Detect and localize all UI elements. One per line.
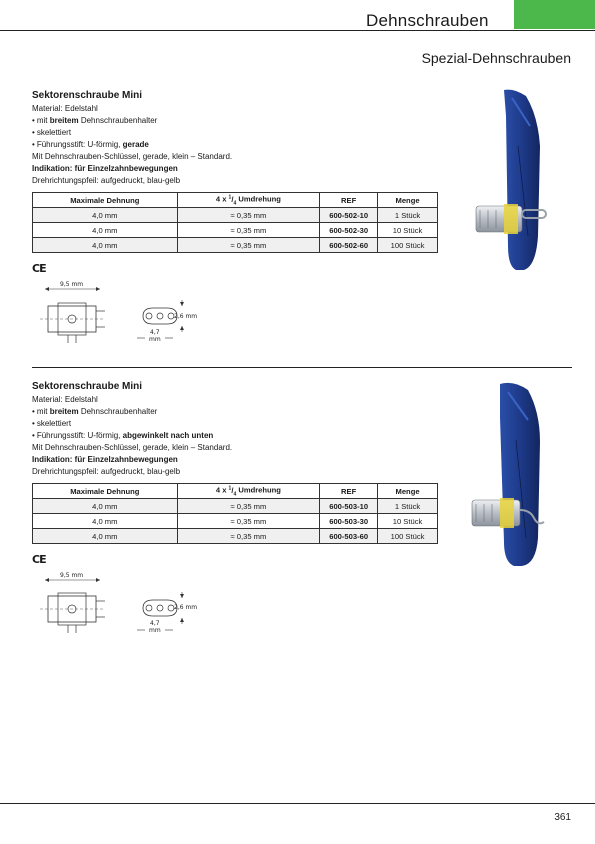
material-line: Material: Edelstahl (32, 104, 98, 113)
cell-dehnung: 4,0 mm (33, 514, 178, 529)
cell-menge: 1 Stück (378, 208, 438, 223)
cell-menge: 10 Stück (378, 514, 438, 529)
feature-holder: • mit breitem Dehnschraubenhalter (32, 406, 442, 418)
cell-menge: 100 Stück (378, 238, 438, 253)
chapter-title: Dehnschrauben (366, 11, 489, 30)
cell-dehnung: 4,0 mm (33, 223, 178, 238)
order-table (32, 192, 438, 253)
product-section-2 (32, 381, 442, 544)
cell-ref: 600-503-10 (320, 499, 378, 514)
cell-umdrehung: ≈ 0,35 mm (177, 238, 320, 253)
table-header-row (33, 484, 438, 499)
cell-dehnung: 4,0 mm (33, 238, 178, 253)
table-row (33, 208, 438, 223)
key-line: Mit Dehnschrauben-Schlüssel, gerade, klein – Standard. (32, 152, 233, 161)
col-header-dehnung: Maximale Dehnung (33, 484, 178, 499)
dim-height-label: 2,6 mm (174, 313, 198, 320)
feature-guide-pin: • Führungsstift: U-förmig, gerade (32, 139, 442, 151)
dim-depth-unit: mm (149, 336, 161, 343)
order-table (32, 483, 438, 544)
col-header-menge: Menge (378, 193, 438, 208)
arrow-line: Drehrichtungspfeil: aufgedruckt, blau-gelb (32, 467, 181, 476)
cell-umdrehung: ≈ 0,35 mm (177, 223, 320, 238)
table-row (33, 499, 438, 514)
dim-depth-label: 4,7 (150, 620, 160, 627)
dim-height-label: 2,6 mm (174, 604, 198, 611)
cell-menge: 10 Stück (378, 223, 438, 238)
col-header-ref: REF (320, 193, 378, 208)
product-title: Sektorenschraube Mini (32, 381, 143, 392)
screw-drawing-side-2 (135, 588, 198, 638)
cell-ref: 600-502-10 (320, 208, 378, 223)
cell-umdrehung: ≈ 0,35 mm (177, 514, 320, 529)
col-header-umdrehung: 4 x $^1/_4$ Umdrehung (177, 193, 320, 208)
page-number: 361 (554, 812, 571, 823)
dim-width-label: 9,5 mm (60, 572, 84, 579)
feature-guide-pin: • Führungsstift: U-förmig, abgewinkelt nach unten (32, 430, 442, 442)
cell-ref: 600-503-30 (320, 514, 378, 529)
dim-depth-label: 4,7 (150, 329, 160, 336)
cell-ref: 600-503-60 (320, 529, 378, 544)
key-line: Mit Dehnschrauben-Schlüssel, gerade, klein – Standard. (32, 443, 233, 452)
table-row (33, 238, 438, 253)
col-header-ref: REF (320, 484, 378, 499)
ce-mark: CE (32, 262, 46, 275)
cell-ref: 600-502-30 (320, 223, 378, 238)
table-row (33, 223, 438, 238)
indication-line: Indikation: für Einzelzahnbewegungen (32, 164, 178, 173)
product-section-1 (32, 90, 442, 253)
chapter-color-tab (514, 0, 595, 29)
cell-dehnung: 4,0 mm (33, 529, 178, 544)
cell-ref: 600-502-60 (320, 238, 378, 253)
feature-skeletonized: • skelettiert (32, 127, 442, 139)
cell-dehnung: 4,0 mm (33, 499, 178, 514)
section-divider (32, 367, 572, 368)
product-image-1 (468, 86, 560, 276)
cell-dehnung: 4,0 mm (33, 208, 178, 223)
cell-umdrehung: ≈ 0,35 mm (177, 529, 320, 544)
col-header-umdrehung: 4 x $^1/_4$ Umdrehung (177, 484, 320, 499)
screw-drawing-side-1 (135, 296, 198, 346)
material-line: Material: Edelstahl (32, 395, 98, 404)
cell-menge: 100 Stück (378, 529, 438, 544)
ce-mark: CE (32, 553, 46, 566)
cell-menge: 1 Stück (378, 499, 438, 514)
col-header-menge: Menge (378, 484, 438, 499)
arrow-line: Drehrichtungspfeil: aufgedruckt, blau-gelb (32, 176, 181, 185)
indication-line: Indikation: für Einzelzahnbewegungen (32, 455, 178, 464)
table-header-row (33, 193, 438, 208)
dim-width-label: 9,5 mm (60, 281, 84, 288)
product-image-2 (468, 378, 560, 568)
col-header-dehnung: Maximale Dehnung (33, 193, 178, 208)
product-title: Sektorenschraube Mini (32, 90, 143, 101)
footer-rule (0, 803, 595, 804)
dim-depth-unit: mm (149, 627, 161, 634)
header-rule (0, 30, 595, 31)
section-subtitle: Spezial-Dehnschrauben (421, 50, 571, 66)
cell-umdrehung: ≈ 0,35 mm (177, 208, 320, 223)
table-row (33, 529, 438, 544)
cell-umdrehung: ≈ 0,35 mm (177, 499, 320, 514)
table-row (33, 514, 438, 529)
feature-skeletonized: • skelettiert (32, 418, 442, 430)
feature-holder: • mit breitem Dehnschraubenhalter (32, 115, 442, 127)
